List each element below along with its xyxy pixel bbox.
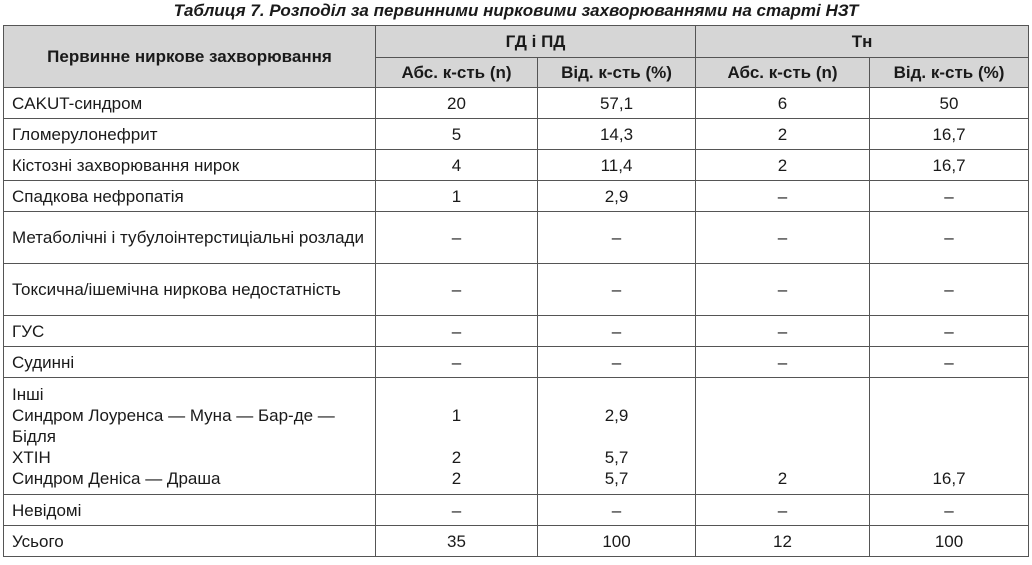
cell-rel-2: –	[870, 212, 1029, 264]
table-row	[4, 264, 1029, 316]
cell-rel-2: –	[870, 495, 1029, 526]
cell-abs-1: 35	[376, 526, 538, 557]
cell-rel-2: –	[870, 264, 1029, 316]
cell-abs-2: –	[696, 495, 870, 526]
cell-rel-1: –	[538, 316, 696, 347]
cell-rel-1: –	[538, 264, 696, 316]
header-rel-1: Від. к-сть (%)	[538, 58, 696, 88]
cell-abs-1: –	[376, 316, 538, 347]
table-row	[4, 212, 1029, 264]
cell-abs-1: –	[376, 347, 538, 378]
cell-abs-1: 5	[376, 119, 538, 150]
cell-rel-1: 2,9	[538, 181, 696, 212]
table-row	[4, 181, 1029, 212]
cell-rel-2: 50	[870, 88, 1029, 119]
cell-rel-1: 11,4	[538, 150, 696, 181]
header-group-tn: Тн	[696, 26, 1029, 58]
row-name: Гломерулонефрит	[4, 119, 376, 150]
cell-abs-2: –	[696, 316, 870, 347]
table-row-other	[4, 378, 1029, 495]
cell-rel-2: –	[870, 316, 1029, 347]
cell-abs-2: 6	[696, 88, 870, 119]
other-title: Інші	[12, 384, 44, 404]
table-row	[4, 88, 1029, 119]
other-rel-1: 5,7	[604, 468, 629, 488]
other-abs-2: 2	[777, 468, 788, 488]
header-rel-2: Від. к-сть (%)	[870, 58, 1029, 88]
header-abs-1: Абс. к-сть (n)	[376, 58, 538, 88]
row-other-names	[4, 378, 376, 495]
row-name: Судинні	[4, 347, 376, 378]
cell-abs-2: –	[696, 347, 870, 378]
row-name: Спадкова нефропатія	[4, 181, 376, 212]
other-abs-1: 2	[451, 468, 462, 488]
table-row	[4, 316, 1029, 347]
cell-abs-1: –	[376, 212, 538, 264]
other-rel-2: 16,7	[932, 468, 966, 488]
cell-abs-1: 1	[376, 181, 538, 212]
cell-rel-1: –	[538, 495, 696, 526]
cell-rel-2: 16,7	[870, 119, 1029, 150]
other-rel-1: 5,7	[604, 447, 629, 467]
cell-rel-1: 100	[538, 526, 696, 557]
cell-rel-1	[538, 378, 696, 495]
cell-rel-1: –	[538, 212, 696, 264]
cell-abs-2	[696, 378, 870, 495]
row-name: CAKUT-синдром	[4, 88, 376, 119]
row-name: ГУС	[4, 316, 376, 347]
other-item-name: ХТІН	[12, 447, 51, 467]
cell-abs-2: –	[696, 181, 870, 212]
row-name: Метаболічні і тубулоінтерстиціальні розлади	[4, 212, 376, 264]
cell-rel-1: 14,3	[538, 119, 696, 150]
cell-abs-2: 12	[696, 526, 870, 557]
cell-rel-1: –	[538, 347, 696, 378]
header-abs-2: Абс. к-сть (n)	[696, 58, 870, 88]
header-group-gd-pd: ГД і ПД	[376, 26, 696, 58]
table-row	[4, 347, 1029, 378]
other-item-name: Синдром Деніса — Драша	[12, 468, 221, 488]
table-row	[4, 495, 1029, 526]
cell-abs-1: –	[376, 264, 538, 316]
row-name: Невідомі	[4, 495, 376, 526]
cell-abs-1: 4	[376, 150, 538, 181]
header-disease: Первинне ниркове захворювання	[4, 26, 376, 88]
disease-distribution-table	[3, 25, 1029, 557]
cell-abs-1: –	[376, 495, 538, 526]
other-abs-1: 2	[451, 447, 462, 467]
cell-abs-2: –	[696, 264, 870, 316]
row-name: Усього	[4, 526, 376, 557]
table-row	[4, 150, 1029, 181]
cell-rel-2: 100	[870, 526, 1029, 557]
row-name: Токсична/ішемічна ниркова недостатність	[4, 264, 376, 316]
table-caption: Таблиця 7. Розподіл за первинними нирковими захворюваннями на старті НЗТ	[173, 1, 859, 20]
cell-rel-2: 16,7	[870, 150, 1029, 181]
cell-abs-2: 2	[696, 150, 870, 181]
cell-abs-2: 2	[696, 119, 870, 150]
cell-rel-2: –	[870, 181, 1029, 212]
cell-rel-2	[870, 378, 1029, 495]
other-abs-1: 1	[451, 405, 462, 425]
cell-abs-1	[376, 378, 538, 495]
cell-abs-1: 20	[376, 88, 538, 119]
cell-rel-2: –	[870, 347, 1029, 378]
other-item-name: Синдром Лоуренса — Муна — Бар-де — Бідля	[12, 405, 335, 446]
cell-rel-1: 57,1	[538, 88, 696, 119]
row-name: Кістозні захворювання нирок	[4, 150, 376, 181]
table-row	[4, 119, 1029, 150]
cell-abs-2: –	[696, 212, 870, 264]
other-rel-1: 2,9	[604, 405, 629, 425]
table-row-total	[4, 526, 1029, 557]
